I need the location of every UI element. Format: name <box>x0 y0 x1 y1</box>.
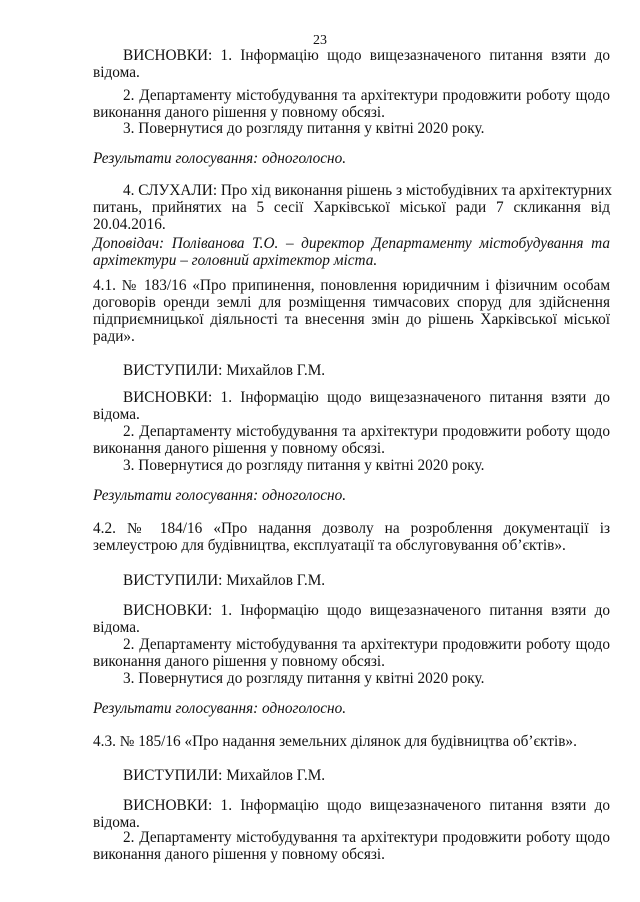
text-line: договорів оренди землі для розміщення тимчасових споруд для здійснення <box>93 294 610 311</box>
text-line: 20.04.2016. <box>93 216 166 233</box>
text-line: 4.3. № 185/16 «Про надання земельних ділянок для будівництва об’єктів». <box>93 733 577 750</box>
text-line: землеустрою для будівництва, експлуатації та обслуговування об’єктів». <box>93 537 566 554</box>
text-line: ВИСТУПИЛИ: Михайлов Г.М. <box>123 362 326 379</box>
item3-paragraph <box>93 457 610 474</box>
text-line: 2. Департаменту містобудування та архітектури продовжити роботу щодо <box>123 636 610 653</box>
page-number: 23 <box>313 33 327 48</box>
text-line: 4.2. № 184/16 «Про надання дозволу на розроблення документації із <box>93 520 610 537</box>
text-line: Результати голосування: одноголосно. <box>93 487 347 504</box>
item2-paragraph <box>93 636 610 670</box>
text-line: виконання даного рішення у повному обсязі. <box>93 104 385 121</box>
conclusions-paragraph <box>93 389 610 423</box>
item2-paragraph <box>93 829 610 863</box>
text-line: виконання даного рішення у повному обсязі. <box>93 653 385 670</box>
text-line: Результати голосування: одноголосно. <box>93 700 347 717</box>
text-line: Результати голосування: одноголосно. <box>93 150 347 167</box>
text-line: архітектури – головний архітектор міста. <box>93 252 378 269</box>
subitem-paragraph <box>93 520 610 554</box>
text-line: 2. Департаменту містобудування та архітектури продовжити роботу щодо <box>123 829 610 846</box>
text-line: відома. <box>93 64 140 81</box>
text-line: 3. Повернутися до розгляду питання у квітні 2020 року. <box>123 457 485 474</box>
text-line: питань, прийнятих на 5 сесії Харківської міської ради 7 скликання від <box>93 199 610 216</box>
text-line: 2. Департаменту містобудування та архітектури продовжити роботу щодо <box>123 423 610 440</box>
vote-paragraph <box>93 150 610 167</box>
text-line: ВИСНОВКИ: 1. Інформацію щодо вищезазначеного питання взяти до <box>123 602 610 619</box>
conclusions-paragraph <box>93 602 610 636</box>
text-line: 4.1. № 183/16 «Про припинення, поновлення юридичним і фізичним особам <box>93 277 610 294</box>
heard-paragraph <box>93 182 610 233</box>
text-line: ВИСНОВКИ: 1. Інформацію щодо вищезазначеного питання взяти до <box>123 47 610 64</box>
text-line: ВИСНОВКИ: 1. Інформацію щодо вищезазначеного питання взяти до <box>123 389 610 406</box>
text-line: 2. Департаменту містобудування та архітектури продовжити роботу щодо <box>123 87 610 104</box>
text-line: виконання даного рішення у повному обсязі. <box>93 440 385 457</box>
text-line: ВИСТУПИЛИ: Михайлов Г.М. <box>123 572 326 589</box>
subitem-paragraph <box>93 277 610 345</box>
spoke-paragraph <box>93 767 610 784</box>
text-line: 4. СЛУХАЛИ: Про хід виконання рішень з містобудівних та архітектурних <box>123 182 612 199</box>
conclusions-paragraph <box>93 47 610 81</box>
text-line: ВИСТУПИЛИ: Михайлов Г.М. <box>123 767 326 784</box>
spoke-paragraph <box>93 362 610 379</box>
item3-paragraph <box>93 670 610 687</box>
item3-paragraph <box>93 120 610 137</box>
text-line: відома. <box>93 619 140 636</box>
item2-paragraph <box>93 87 610 121</box>
vote-paragraph <box>93 487 610 504</box>
speaker-paragraph <box>93 235 610 269</box>
vote-paragraph <box>93 700 610 717</box>
conclusions-paragraph <box>93 797 610 831</box>
text-line: Доповідач: Поліванова Т.О. – директор Департаменту містобудування та <box>93 235 610 252</box>
text-line: ради». <box>93 328 135 345</box>
item2-paragraph <box>93 423 610 457</box>
text-line: ВИСНОВКИ: 1. Інформацію щодо вищезазначеного питання взяти до <box>123 797 610 814</box>
text-line: виконання даного рішення у повному обсязі. <box>93 846 385 863</box>
text-line: відома. <box>93 406 140 423</box>
subitem-paragraph <box>93 733 610 750</box>
text-line: 3. Повернутися до розгляду питання у квітні 2020 року. <box>123 670 485 687</box>
text-line: підприємницької діяльності та внесення змін до рішень Харківської міської <box>93 311 610 328</box>
spoke-paragraph <box>93 572 610 589</box>
text-line: 3. Повернутися до розгляду питання у квітні 2020 року. <box>123 120 485 137</box>
text-line: відома. <box>93 814 140 831</box>
